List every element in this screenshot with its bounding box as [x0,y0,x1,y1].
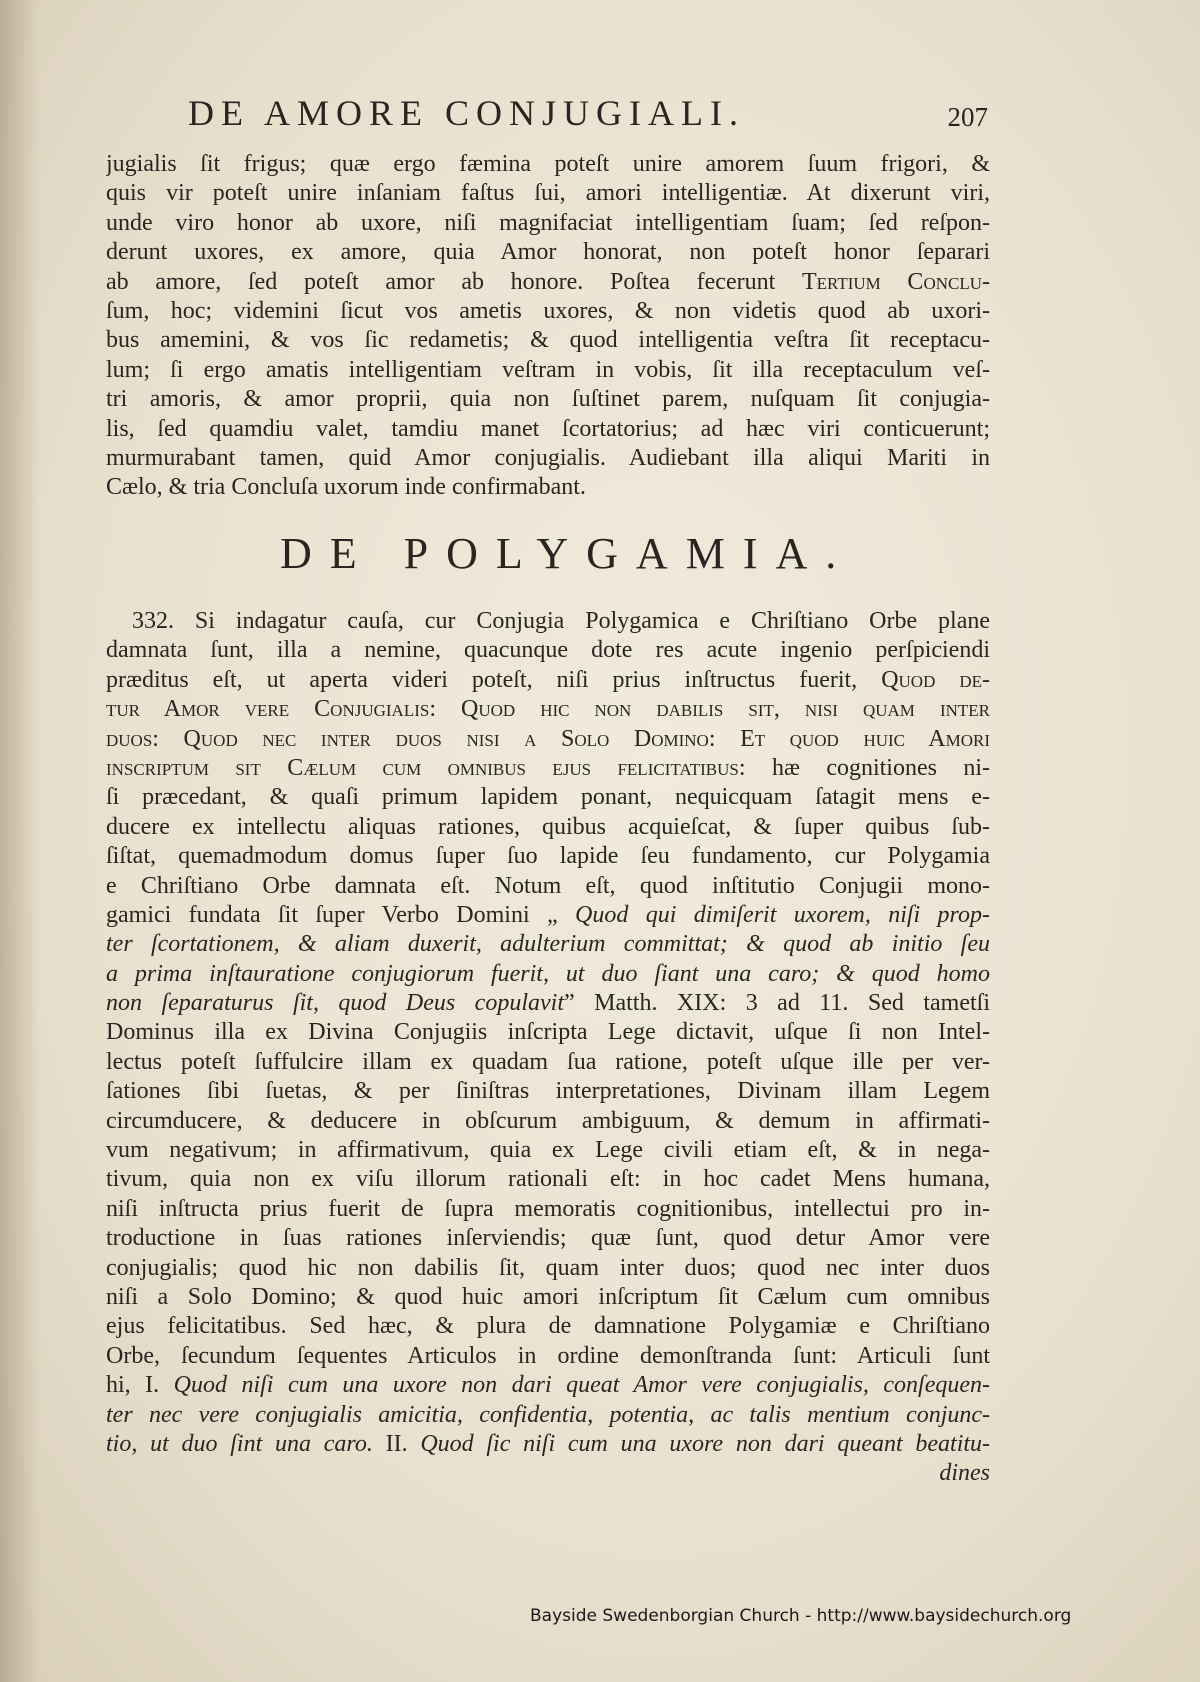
text-line [106,666,990,695]
text-run-smallcaps: inscriptum sit Cælum cum omnibus ejus felicitatibus: [106,754,746,781]
text-run-italic: Quod niſi cum una uxore non dari queat Amor vere conjugialis, conſequen- [173,1372,990,1399]
text-run: ab amore, ſed poteſt amor ab honore. Poſtea fecerunt [106,268,776,295]
text-run: præditus eſt, ut aperta videri poteſt, niſi prius inſtructus fuerit, [106,666,858,693]
text-line: lum; ſi ergo amatis intelligentiam veſtram in vobis, ſit illa receptaculum veſ- [106,356,990,383]
text-line: tivum, quia non ex viſu illorum rationali eſt: in hoc cadet Mens humana, [106,1166,990,1193]
text-line: ejus felicitatibus. Sed hæc, & plura de damnatione Polygamiæ e Chriſtiano [106,1313,990,1340]
text-line: Dominus illa ex Divina Conjugiis inſcripta Lege dictavit, uſque ſi non Intel- [106,1019,990,1046]
text-line: conjugialis; quod hic non dabilis ſit, quam inter duos; quod nec inter duos [106,1254,990,1281]
paragraph-continued [106,150,990,503]
text-run-smallcaps: Quod de- [881,666,990,693]
text-line [106,268,990,297]
text-run-italic: tio, ut duo ſint una caro. [106,1430,373,1457]
text-line: niſi a Solo Domino; & quod huic amori inſcriptum ſit Cælum cum omnibus [106,1283,990,1310]
text-line [106,754,990,783]
text-line: ducere ex intellectu aliquas rationes, quibus acquieſcat, & ſuper quibus ſub- [106,813,990,840]
text-line: Orbe, ſecundum ſequentes Articulos in ordine demonſtranda ſunt: Articuli ſunt [106,1342,990,1369]
catchword: dines [939,1460,990,1487]
text-line: lectus poteſt ſuffulcire illam ex quadam ſua ratione, poteſt uſque ille per ver- [106,1048,990,1075]
text-line [106,1430,990,1459]
text-run: hi, I. [106,1372,160,1399]
text-line: tur Amor vere Conjugialis: Quod hic non dabilis sit, nisi quam inter [106,696,990,723]
text-line: derunt uxores, ex amore, quia Amor honorat, non poteſt honor ſeparari [106,239,990,266]
text-line: murmurabant tamen, quid Amor conjugialis. Audiebant illa aliqui Mariti in [106,444,990,471]
running-head [188,92,988,136]
text-line: ſum, hoc; videmini ſicut vos ametis uxores, & non videtis quod ab uxori- [106,297,990,324]
text-line: Cælo, & tria Concluſa uxorum inde confirmabant. [106,474,586,501]
text-line: 332. Si indagatur cauſa, cur Conjugia Polygamica e Chriſtiano Orbe plane [132,608,990,634]
text-line: niſi inſtructa prius fuerit de ſupra memoratis cognitionibus, intellectui pro in- [106,1195,990,1222]
text-line: bus amemini, & vos ſic redametis; & quod intelligentia veſtra ſit receptacu- [106,327,990,354]
text-line: quis vir poteſt unire inſaniam faſtus ſui, amori intelligentiæ. At dixerunt viri, [106,180,990,207]
text-run: hæ cognitiones ni- [771,754,990,781]
text-line: unde viro honor ab uxore, niſi magnifaciat intelligentiam ſuam; ſed reſpon- [106,209,990,236]
text-line: a prima inſtauratione conjugiorum fuerit, ut duo ſiant una caro; & quod homo [106,960,990,987]
text-run-italic: non ſeparaturus ſit, quod Deus copulavit [106,990,564,1017]
text-line: e Chriſtiano Orbe damnata eſt. Notum eſt, quod inſtitutio Conjugii mono- [106,872,990,899]
text-run: ” Matth. XIX: 3 ad 11. Sed tametſi [564,990,990,1017]
page-number: 207 [947,102,988,132]
running-title: DE AMORE CONJUGIALI. [188,93,745,133]
text-line: tri amoris, & amor proprii, quia non ſuſtinet parem, nuſquam ſit conjugia- [106,386,990,413]
text-line: jugialis ſit frigus; quæ ergo fæmina poteſt unire amorem ſuum frigori, & [106,151,990,177]
paragraph-332 [106,607,990,1489]
text-line: damnata ſunt, illa a nemine, quacunque dote res acute ingenio perſpiciendi [106,637,990,664]
text-line: ter nec vere conjugialis amicitia, confidentia, potentia, ac talis mentium conjunc- [106,1401,990,1428]
text-run-italic: Quod ſic niſi cum una uxore non dari queant beatitu- [420,1430,990,1457]
text-line: ter ſcortationem, & aliam duxerit, adulterium committat; & quod ab initio ſeu [106,931,990,958]
footer-credit: Bayside Swedenborgian Church - http://www.baysidechurch.org [530,1606,1072,1626]
text-line: troductione in ſuas rationes inſerviendis; quæ ſunt, quod detur Amor vere [106,1225,990,1252]
text-line [106,901,990,930]
text-line: ſiſtat, quemadmodum domus ſuper ſuo lapide ſeu fundamento, cur Polygamia [106,843,990,870]
text-line [106,989,990,1018]
text-line: vum negativum; in affirmativum, quia ex Lege civili etiam eſt, & in nega- [106,1137,990,1164]
text-line: ſationes ſibi ſuetas, & per ſiniſtras interpretationes, Divinam illam Legem [106,1078,990,1105]
text-line [106,1371,990,1400]
text-run-smallcaps: Tertium Conclu- [801,268,990,295]
section-heading: DE POLYGAMIA. [280,529,855,578]
text-line: circumducere, & deducere in obſcurum ambiguum, & demum in affirmati- [106,1107,990,1134]
text-run-italic: Quod qui dimiſerit uxorem, niſi prop- [575,901,990,928]
text-line: duos: Quod nec inter duos nisi a Solo Domino: Et quod huic Amori [106,725,990,752]
text-line: ſi præcedant, & quaſi primum lapidem ponant, nequicquam ſatagit mens e- [106,784,990,811]
text-run: gamici fundata ſit ſuper Verbo Domini „ [106,901,558,928]
text-line: lis, ſed quamdiu valet, tamdiu manet ſcortatorius; ad hæc viri conticuerunt; [106,415,990,442]
text-run: II. [385,1430,408,1457]
